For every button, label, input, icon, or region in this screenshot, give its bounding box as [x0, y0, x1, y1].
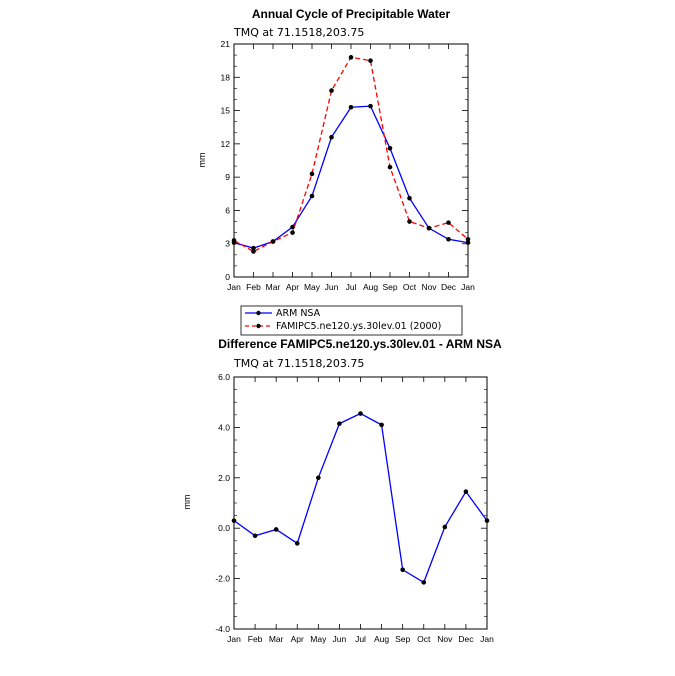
chart1-xtick-label: Feb	[246, 282, 261, 292]
legend-label-model: FAMIPC5.ne120.ys.30lev.01 (2000)	[276, 321, 442, 332]
chart1-series-0-line	[234, 106, 468, 248]
chart2-ytick-label: -4.0	[215, 624, 230, 634]
chart2-series-0-point	[274, 527, 279, 532]
chart1-xtick-label: Jan	[461, 282, 475, 292]
chart1-series-0-point	[407, 196, 412, 201]
chart1-xtick-label: Oct	[402, 282, 417, 292]
chart2-series-0-point	[358, 411, 363, 416]
chart2-series-0-point	[400, 567, 405, 572]
chart1-series-1-point	[466, 237, 471, 242]
chart2-series-0-point	[379, 423, 384, 428]
chart1-ylabel: mm	[197, 152, 207, 168]
legend-marker-arm	[256, 311, 260, 315]
legend-label-arm: ARM NSA	[276, 308, 321, 319]
chart2-ytick-label: 4.0	[218, 422, 230, 433]
chart2-xtick-label: Dec	[458, 634, 474, 644]
chart2-xtick-label: Jan	[227, 634, 241, 644]
chart2-series-0-line	[234, 414, 487, 583]
chart1-xtick-label: Jul	[345, 282, 357, 292]
chart1-series-1-point	[251, 249, 256, 254]
chart1-xtick-label: Nov	[421, 282, 437, 292]
chart1-xtick-label: Dec	[440, 282, 457, 292]
chart2-plot-area	[215, 372, 494, 644]
chart2-xtick-label: Aug	[374, 634, 390, 644]
chart1-series-0-point	[446, 237, 451, 242]
chart2-series-0-point	[443, 525, 448, 530]
chart1-title: Annual Cycle of Precipitable Water	[251, 7, 451, 21]
chart2-xtick-label: Jul	[355, 634, 366, 644]
chart1-xtick-label: May	[303, 282, 321, 292]
chart1-ytick-label: 3	[225, 238, 230, 249]
chart2-series-0-point	[337, 421, 342, 426]
chart1-series-1-point	[368, 58, 373, 63]
chart2-xtick-label: Mar	[268, 634, 284, 644]
chart1-series-1-point	[427, 226, 432, 231]
chart1-series-1-point	[407, 219, 412, 224]
chart2-subtitle: TMQ at 71.1518,203.75	[234, 357, 365, 370]
chart1-series-1-point	[349, 55, 354, 60]
chart2-xtick-label: May	[310, 634, 327, 644]
chart1-ytick-label: 18	[220, 72, 230, 83]
chart1-ytick-label: 9	[225, 172, 230, 183]
chart1-series-1-point	[388, 165, 393, 170]
chart2-xtick-label: Oct	[417, 634, 431, 644]
legend-marker-model	[256, 324, 260, 328]
chart2-series-0-point	[295, 541, 300, 546]
chart2-xtick-label: Nov	[437, 634, 453, 644]
chart2-series-0-point	[485, 518, 490, 523]
chart1-series-1-point	[329, 88, 334, 93]
chart2-ytick-label: -2.0	[215, 573, 230, 584]
chart1-subtitle: TMQ at 71.1518,203.75	[234, 26, 365, 39]
chart1-series-1-point	[310, 172, 315, 177]
chart1-xtick-label: Apr	[285, 282, 300, 292]
chart1-series-0-point	[368, 104, 373, 109]
chart1-ytick-label: 6	[225, 205, 230, 216]
chart2-series-0-point	[253, 533, 258, 538]
chart1-series-1-point	[271, 239, 276, 244]
chart1-ytick-label: 0	[225, 272, 230, 282]
chart1-series-1-line	[234, 57, 468, 251]
chart1-series-0-point	[388, 146, 393, 151]
chart2-series-0-point	[316, 476, 321, 481]
chart2-series-0-point	[232, 518, 237, 523]
chart1-frame	[234, 44, 468, 277]
chart2-xtick-label: Jan	[480, 634, 494, 644]
chart2-ylabel: mm	[182, 494, 192, 510]
chart1-plot-area	[221, 39, 476, 292]
chart2-series-0-point	[421, 580, 426, 585]
chart2-ytick-label: 0.0	[218, 523, 230, 534]
chart1-series-0-point	[290, 225, 295, 230]
chart1-series-1-point	[232, 238, 237, 243]
chart2-ytick-label: 2.0	[218, 472, 230, 483]
chart1-series-1-point	[290, 230, 295, 235]
chart1-ytick-label: 12	[220, 138, 230, 149]
chart1-series-1-point	[446, 220, 451, 225]
chart1-xtick-label: Mar	[265, 282, 281, 292]
chart2-xtick-label: Sep	[395, 634, 411, 644]
chart2-xtick-label: Apr	[290, 634, 304, 644]
chart1-series-0-point	[349, 105, 354, 110]
chart1-xtick-label: Aug	[362, 282, 379, 292]
chart1-ytick-label: 21	[220, 39, 230, 49]
chart1-series-0-point	[329, 135, 334, 140]
chart2-xtick-label: Feb	[247, 634, 263, 644]
chart1-ytick-label: 15	[220, 105, 230, 116]
chart1-legend	[241, 306, 462, 335]
chart1-xtick-label: Sep	[382, 282, 398, 292]
chart1-xtick-label: Jan	[227, 282, 241, 292]
chart2-ytick-label: 6.0	[218, 372, 230, 382]
chart2-title: Difference FAMIPC5.ne120.ys.30lev.01 - ARM NSA	[218, 337, 502, 351]
chart1-series-0-point	[310, 194, 315, 199]
chart2-series-0-point	[464, 489, 469, 494]
chart1-xtick-label: Jun	[324, 282, 339, 292]
chart2-xtick-label: Jun	[332, 634, 347, 644]
